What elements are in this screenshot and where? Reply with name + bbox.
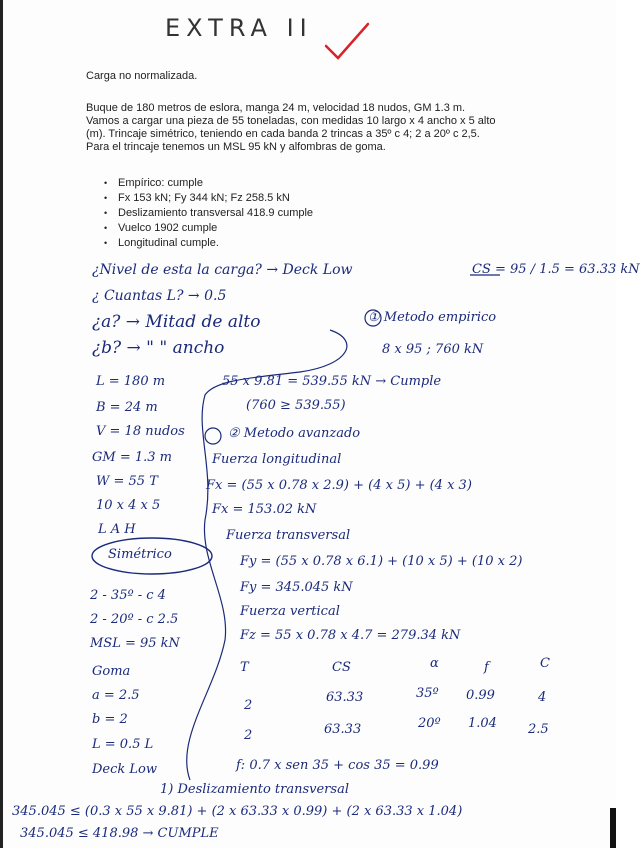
note-line: GM = 1.3 m (92, 450, 172, 465)
problem-statement: Buque de 180 metros de eslora, manga 24 m, velocidad 18 nudos, GM 1.3 m. Vamos a cargar una pieza de 55 toneladas, con medidas 10 largo x 4 ancho x 5 alto (m). Trincaje simétrico, teniendo en cada banda 2 trincas a 35º c 4; 2 a 20º c 2,5. Para el trincaje tenemos un MSL 95 kN y alfombras de goma. (86, 102, 496, 153)
note-line: ¿ Cuantas L? → 0.5 (92, 288, 227, 304)
table-cell: 20º (418, 716, 441, 731)
note-line: Fuerza transversal (226, 528, 351, 543)
note-line: ¿b? → " " ancho (92, 338, 225, 358)
list-item: • Vuelco 1902 cumple (104, 221, 313, 236)
note-line: ¿a? → Mitad de alto (92, 312, 261, 332)
note-line: L A H (98, 522, 136, 537)
table-header: C (540, 656, 550, 671)
note-line: (760 ≥ 539.55) (246, 398, 346, 413)
note-line: Fuerza longitudinal (212, 452, 342, 467)
note-line: 345.045 ≤ (0.3 x 55 x 9.81) + (2 x 63.33 x 0.99) + (2 x 63.33 x 1.04) (12, 804, 463, 819)
note-line: 345.045 ≤ 418.98 → CUMPLE (20, 826, 219, 841)
note-line: V = 18 nudos (96, 424, 185, 439)
note-line: 2 - 20º - c 2.5 (90, 612, 179, 627)
table-header: T (240, 660, 249, 675)
note-line: b = 2 (92, 712, 128, 727)
note-line: ① Metodo empirico (368, 310, 497, 325)
table-cell: 0.99 (466, 688, 495, 703)
note-line: Fx = 153.02 kN (212, 502, 317, 517)
note-line: f: 0.7 x sen 35 + cos 35 = 0.99 (236, 758, 439, 773)
handwritten-title: EXTRA II (165, 14, 313, 42)
table-cell: 63.33 (326, 690, 364, 705)
note-line: W = 55 T (96, 474, 158, 489)
note-line: a = 2.5 (92, 688, 140, 703)
note-line: MSL = 95 kN (90, 636, 180, 651)
note-line: Fx = (55 x 0.78 x 2.9) + (4 x 5) + (4 x 3) (206, 478, 472, 493)
heading: Carga no normalizada. (86, 70, 198, 82)
note-line: 55 x 9.81 = 539.55 kN → Cumple (222, 374, 442, 389)
note-line: ② Metodo avanzado (228, 426, 361, 441)
table-cell: 1.04 (468, 716, 497, 731)
note-line: 2 - 35º - c 4 (90, 588, 166, 603)
table-header: CS (332, 660, 351, 675)
note-line: 8 x 95 ; 760 kN (382, 342, 484, 357)
table-header: α (430, 656, 439, 671)
note-line: L = 180 m (96, 374, 166, 389)
note-line: Fz = 55 x 0.78 x 4.7 = 279.34 kN (240, 628, 461, 643)
table-header: f (484, 660, 489, 675)
note-line: Fy = (55 x 0.78 x 6.1) + (10 x 5) + (10 x 2) (240, 554, 523, 569)
note-line: B = 24 m (96, 400, 158, 415)
note-line: L = 0.5 L (92, 737, 154, 752)
note-line: Fy = 345.045 kN (240, 580, 353, 595)
table-cell: 63.33 (324, 722, 362, 737)
list-item: • Fx 153 kN; Fy 344 kN; Fz 258.5 kN (104, 191, 313, 206)
note-line: Deck Low (92, 762, 157, 777)
list-item: • Empírico: cumple (104, 176, 313, 191)
note-line: 10 x 4 x 5 (96, 498, 161, 513)
note-line: 1) Deslizamiento transversal (160, 782, 349, 797)
table-cell: 2.5 (528, 722, 549, 737)
table-cell: 2 (244, 728, 253, 743)
table-cell: 35º (416, 686, 439, 701)
list-item: • Deslizamiento transversal 418.9 cumple (104, 206, 313, 221)
note-line: ¿Nivel de esta la carga? → Deck Low (92, 262, 353, 278)
note-line: CS = 95 / 1.5 = 63.33 kN (472, 262, 640, 277)
table-cell: 2 (244, 698, 253, 713)
list-item: • Longitudinal cumple. (104, 236, 313, 251)
note-line: Simétrico (108, 547, 172, 562)
table-cell: 4 (538, 690, 547, 705)
note-line: Fuerza vertical (240, 604, 340, 619)
note-line: Goma (92, 664, 131, 679)
